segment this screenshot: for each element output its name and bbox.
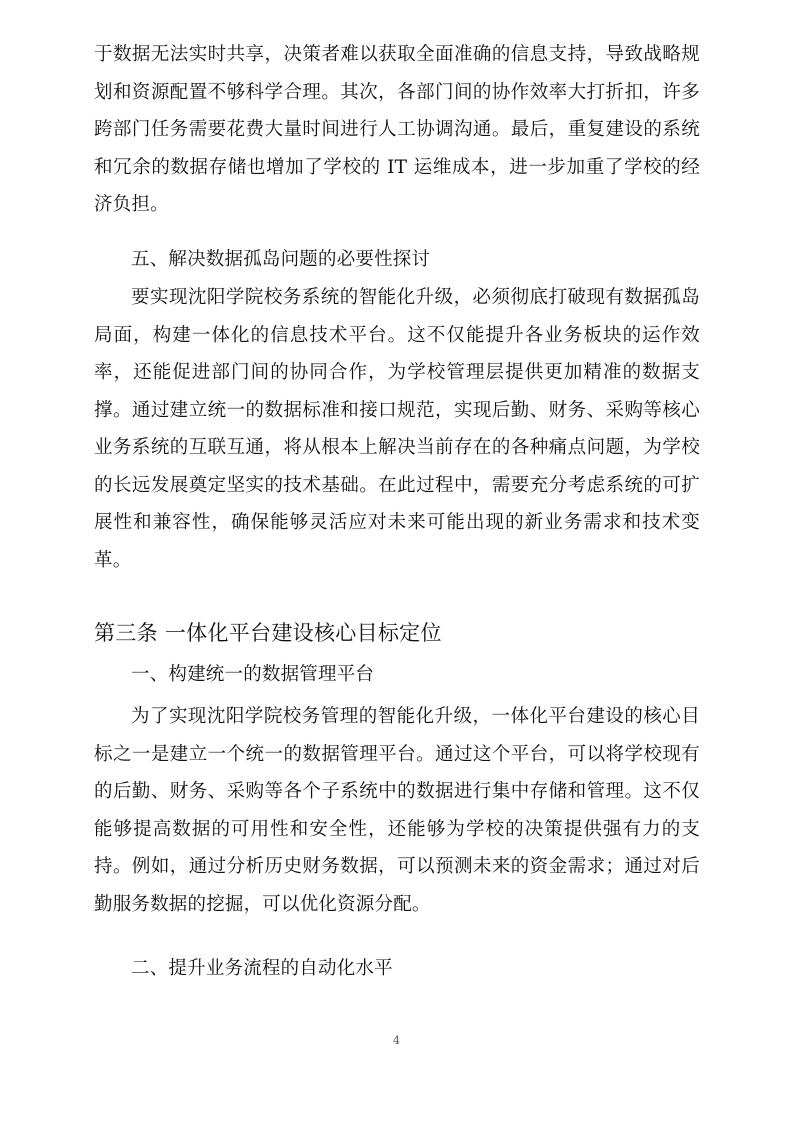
paragraph-unified-platform: 为了实现沈阳学院校务管理的智能化升级，一体化平台建设的核心目标之一是建立一个统一的数据管理平台。通过这个平台，可以将学校现有的后勤、财务、采购等各个子系统中的数据进行集中存储和管理。这不仅能够提高数据的可用性和安全性，还能够为学校的决策提供强有力的支持。例如，通过分析历史财务数据，可以预测未来的资金需求；通过对后勤服务数据的挖掘，可以优化资源分配。 [94,706,700,915]
article-heading-3: 第三条 一体化平台建设核心目标定位 [94,621,442,645]
section-heading-automation: 二、提升业务流程的自动化水平 [131,958,393,979]
section-heading-necessity: 五、解决数据孤岛问题的必要性探讨 [131,249,431,270]
paragraph-data-silo-impact: 于数据无法实时共享，决策者难以获取全面准确的信息支持，导致战略规划和资源配置不够科学合理。其次，各部门间的协作效率大打折扣，许多跨部门任务需要花费大量时间进行人工协调沟通。最后，重复建设的系统和冗余的数据存储也增加了学校的 IT 运维成本，进一步加重了学校的经济负担。 [94,44,700,215]
page-number: 4 [393,1034,400,1047]
section-heading-unified-platform: 一、构建统一的数据管理平台 [131,664,375,685]
paragraph-necessity: 要实现沈阳学院校务系统的智能化升级，必须彻底打破现有数据孤岛局面，构建一体化的信息技术平台。这不仅能提升各业务板块的运作效率，还能促进部门间的协同合作，为学校管理层提供更加精准的数据支撑。通过建立统一的数据标准和接口规范，实现后勤、财务、采购等核心业务系统的互联互通，将从根本上解决当前存在的各种痛点问题，为学校的长远发展奠定坚实的技术基础。在此过程中，需要充分考虑系统的可扩展性和兼容性，确保能够灵活应对未来可能出现的新业务需求和技术变革。 [94,287,700,571]
